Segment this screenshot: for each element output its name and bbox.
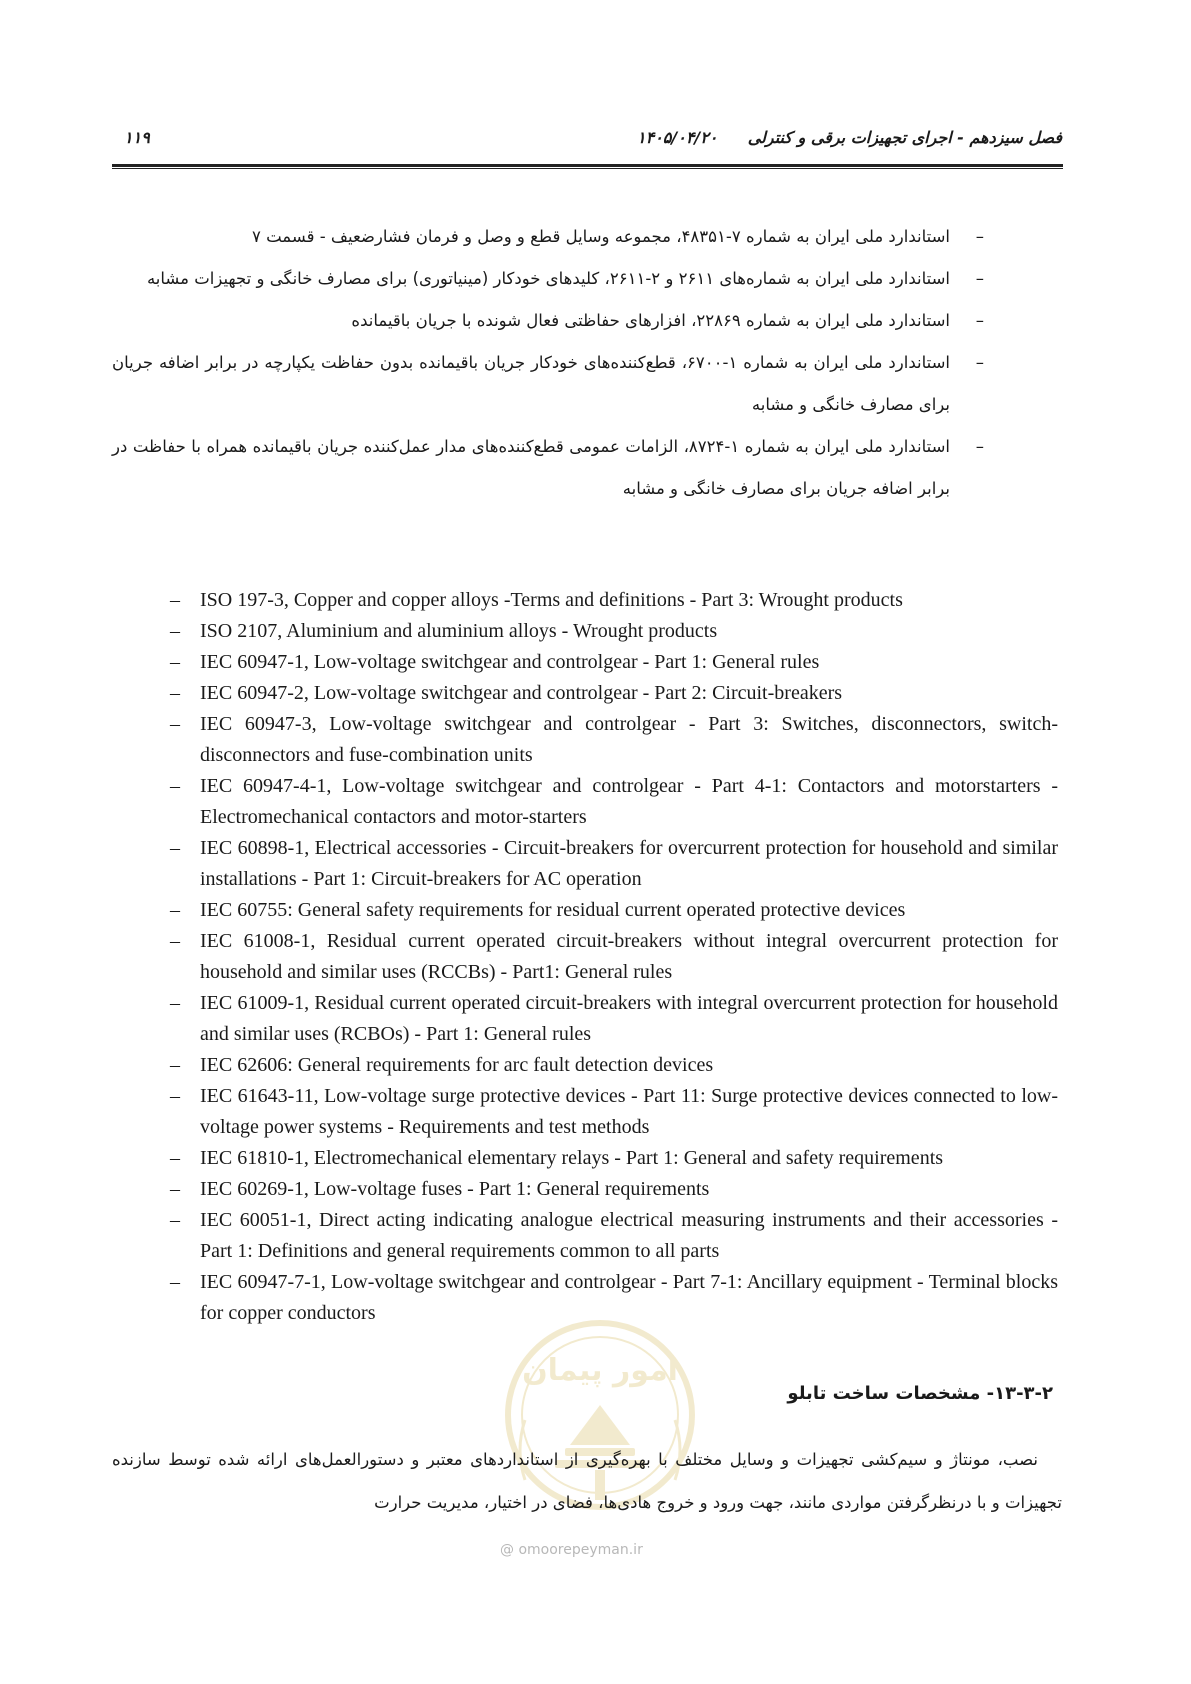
list-item — [170, 616, 1058, 647]
list-item-text: IEC 60947-7-1, Low-voltage switchgear and controlgear - Part 7-1: Ancillary equipment - Terminal blocks for copper conductors — [200, 1271, 1058, 1324]
list-item — [170, 1143, 1058, 1174]
bullet-dash: – — [170, 775, 180, 797]
page-number: ۱۱۹ — [124, 128, 150, 147]
bullet-dash: – — [170, 1054, 180, 1076]
list-item-text: IEC 61643-11, Low-voltage surge protective devices - Part 11: Surge protective devices connected to low-voltage power systems - Requirements and test methods — [200, 1085, 1058, 1138]
list-item — [170, 926, 1058, 988]
list-item-text: IEC 60898-1, Electrical accessories - Circuit-breakers for overcurrent protection for household and similar installations - Part 1: Circuit-breakers for AC operation — [200, 837, 1058, 890]
list-item-text: IEC 60947-1, Low-voltage switchgear and controlgear - Part 1: General rules — [200, 651, 820, 673]
list-item-text: استاندارد ملی ایران به شماره ۷-۴۸۳۵۱، مجموعه وسایل قطع و وصل و فرمان فشارضعیف - قسمت ۷ — [251, 227, 950, 246]
list-item-text: IEC 60051-1, Direct acting indicating analogue electrical measuring instruments and their accessories - Part 1: Definitions and general requirements common to all parts — [200, 1209, 1058, 1262]
watermark-url-text: omoorepeyman.ir — [518, 1542, 643, 1558]
bullet-dash: – — [975, 269, 984, 288]
bullet-dash: – — [170, 620, 180, 642]
list-item — [170, 771, 1058, 833]
list-item — [112, 426, 984, 510]
bullet-dash: – — [170, 1271, 180, 1293]
page-header — [112, 128, 1062, 152]
list-item — [170, 895, 1058, 926]
list-item-text: IEC 60269-1, Low-voltage fuses - Part 1: General requirements — [200, 1178, 710, 1200]
header-date: ۱۴۰۵/۰۴/۲۰ — [637, 128, 718, 147]
bullet-dash: – — [170, 651, 180, 673]
list-item — [170, 709, 1058, 771]
list-item-text: IEC 60947-4-1, Low-voltage switchgear and controlgear - Part 4-1: Contactors and motorstarters - Electromechanical contactors and motor-starters — [200, 775, 1058, 828]
list-item-text: استاندارد ملی ایران به شماره ۱-۶۷۰۰، قطع‌کننده‌های خودکار جریان باقیمانده بدون حفاظت یکپارچه در برابر اضافه جریان برای مصارف خانگی و مشابه — [112, 353, 950, 414]
bullet-dash: – — [170, 1209, 180, 1231]
bullet-dash: – — [975, 227, 984, 246]
bullet-dash: – — [975, 437, 984, 456]
list-item-text: IEC 61009-1, Residual current operated circuit-breakers with integral overcurrent protection for household and similar uses (RCBOs) - Part 1: General rules — [200, 992, 1058, 1045]
header-divider-thin — [112, 168, 1063, 169]
list-item — [112, 342, 984, 426]
list-item — [170, 1050, 1058, 1081]
list-item-text: IEC 62606: General requirements for arc fault detection devices — [200, 1054, 714, 1076]
list-item — [112, 216, 984, 258]
bullet-dash: – — [170, 1178, 180, 1200]
list-item — [170, 1205, 1058, 1267]
body-paragraph: نصب، مونتاژ و سیم‌کشی تجهیزات و وسایل مختلف با بهره‌گیری از استانداردهای معتبر و دستورالعمل‌های ارائه شده توسط سازنده تجهیزات و با درنظرگرفتن مواردی مانند، جهت ورود و خروج هادی‌ها، فضای در اختیار، مدیریت حرارت — [112, 1450, 1062, 1512]
list-item-text: IEC 60755: General safety requirements for residual current operated protective devices — [200, 899, 906, 921]
bullet-dash: – — [975, 311, 984, 330]
list-item — [170, 1174, 1058, 1205]
watermark-logo-text: امور پیمان — [522, 1353, 678, 1388]
list-item-text: استاندارد ملی ایران به شماره ۲۲۸۶۹، افزارهای حفاظتی فعال شونده با جریان باقیمانده — [351, 311, 950, 330]
list-item-text: ISO 197-3, Copper and copper alloys -Terms and definitions - Part 3: Wrought products — [200, 589, 903, 611]
bullet-dash: – — [170, 1147, 180, 1169]
list-item — [170, 585, 1058, 616]
bullet-dash: – — [170, 589, 180, 611]
list-item — [112, 300, 984, 342]
bullet-dash: – — [170, 682, 180, 704]
list-item — [170, 647, 1058, 678]
persian-standards-list — [112, 216, 984, 510]
bullet-dash: – — [170, 930, 180, 952]
bullet-dash: – — [170, 713, 180, 735]
chapter-title: فصل سیزدهم - اجرای تجهیزات برقی و کنترلی — [747, 128, 1062, 147]
list-item — [170, 1081, 1058, 1143]
section-heading: ۱۳-۳-۲- مشخصات ساخت تابلو — [787, 1383, 1053, 1404]
bullet-dash: – — [170, 837, 180, 859]
bullet-dash: – — [170, 899, 180, 921]
bullet-dash: – — [170, 1085, 180, 1107]
bullet-dash: – — [975, 353, 984, 372]
list-item-text: IEC 61810-1, Electromechanical elementary relays - Part 1: General and safety requirements — [200, 1147, 944, 1169]
list-item-text: IEC 60947-2, Low-voltage switchgear and controlgear - Part 2: Circuit-breakers — [200, 682, 843, 704]
list-item-text: IEC 60947-3, Low-voltage switchgear and controlgear - Part 3: Switches, disconnectors, switch-disconnectors and fuse-combination units — [200, 713, 1058, 766]
list-item-text: ISO 2107, Aluminium and aluminium alloys - Wrought products — [200, 620, 718, 642]
list-item — [112, 258, 984, 300]
list-item-text: IEC 61008-1, Residual current operated circuit-breakers without integral overcurrent protection for household and similar uses (RCCBs) - Part1: General rules — [200, 930, 1058, 983]
list-item-text: استاندارد ملی ایران به شماره ۱-۸۷۲۴، الزامات عمومی قطع‌کننده‌های مدار عمل‌کننده جریان باقیمانده همراه با حفاظت در برابر اضافه جریان برای مصارف خانگی و مشابه — [112, 437, 950, 498]
watermark-url: @ omoorepeyman.ir — [500, 1542, 643, 1558]
bullet-dash: – — [170, 992, 180, 1014]
list-item-text: استاندارد ملی ایران به شماره‌های ۲۶۱۱ و ۲-۲۶۱۱، کلیدهای خودکار (مینیاتوری) برای مصارف خانگی و تجهیزات مشابه — [146, 269, 950, 288]
list-item — [170, 988, 1058, 1050]
english-standards-list — [170, 585, 1058, 1329]
list-item — [170, 833, 1058, 895]
list-item — [170, 678, 1058, 709]
header-divider — [112, 164, 1063, 167]
